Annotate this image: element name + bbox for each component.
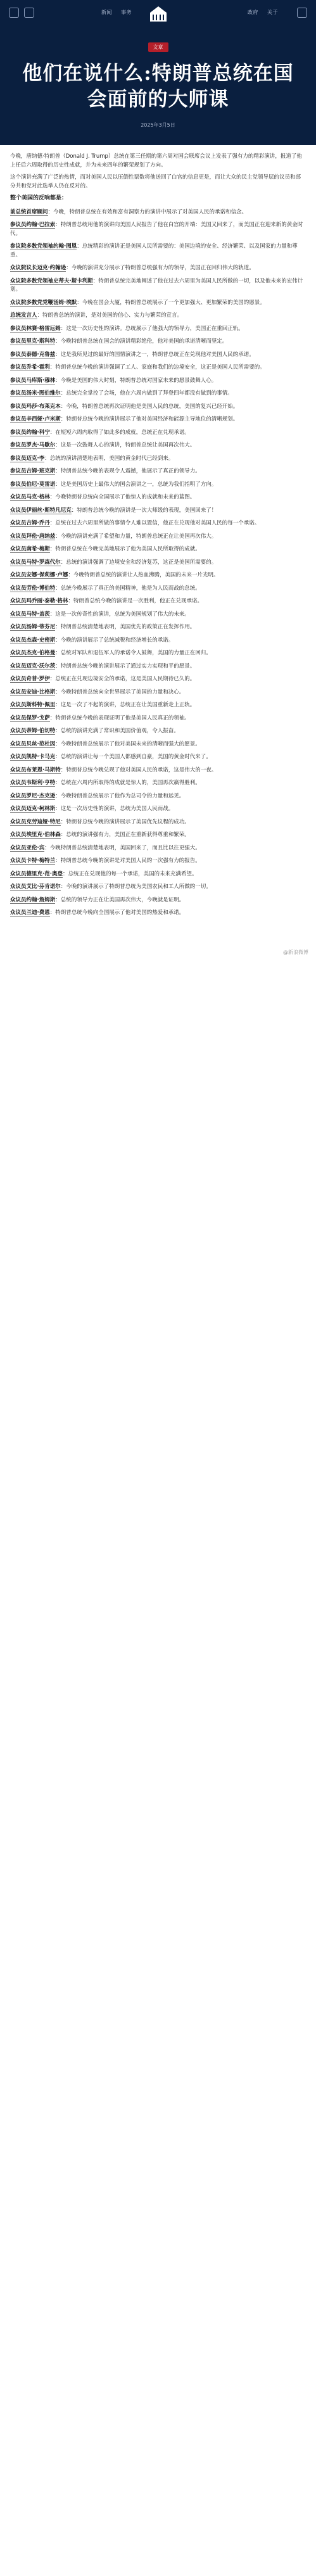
quote-text: 总统今晚展示了真正的美国精神，他是为人民而战的总统。	[60, 585, 201, 592]
quote-text: 特朗普总统今晚的演讲是一次胜利，他正在兑现承诺。	[73, 598, 203, 604]
quote-item	[10, 243, 306, 260]
quote-speaker-link[interactable]: 众议院议长迈克·约翰逊	[10, 265, 66, 271]
quote-item	[10, 416, 306, 424]
quote-separator: ：	[55, 533, 61, 540]
quote-speaker-link[interactable]: 众议员艾比·芬肯诺尔	[10, 884, 61, 890]
quote-speaker-link[interactable]: 众议员兰迪·费恩	[10, 910, 50, 916]
quote-separator: ：	[55, 222, 61, 228]
quote-speaker-link[interactable]: 众议员安迪·比格斯	[10, 688, 56, 695]
quote-separator: ：	[55, 858, 61, 864]
quote-separator: ：	[49, 910, 56, 916]
quote-speaker-link[interactable]: 参议员马库斯·穆林	[10, 377, 56, 384]
section-label: 整个美国的反响都是：	[10, 195, 68, 201]
quote-speaker-link[interactable]: 众议员马特·盖茨	[10, 611, 50, 618]
quote-item	[10, 688, 306, 697]
quote-separator: ：	[49, 429, 56, 436]
quote-item	[10, 818, 306, 827]
quote-speaker-link[interactable]: 众议员卡特·梅特兰	[10, 858, 56, 864]
quote-text: 总统正在兑现他的每一个承诺，美国的未来充满希望。	[68, 870, 198, 877]
quote-separator: ：	[71, 507, 77, 514]
quote-text: 特朗普总统今晚的表现证明了他是美国人民真正的领袖。	[55, 714, 190, 721]
quote-separator: ：	[55, 637, 61, 644]
quote-separator: ：	[55, 688, 61, 695]
site-header	[0, 0, 316, 30]
quote-speaker-link[interactable]: 众议院多数党领袖史蒂夫·斯卡利斯	[10, 277, 93, 284]
quote-speaker-link[interactable]: 参议员林赛·格雷厄姆	[10, 325, 61, 332]
quote-text: 今晚的演讲充满了希望和力量，特朗普总统正在让美国再次伟大。	[60, 533, 217, 540]
quote-item	[10, 844, 306, 853]
quote-speaker-link[interactable]: 众议员埃里克·伯林森	[10, 832, 61, 838]
quote-speaker-link[interactable]: 总统发言人	[10, 312, 37, 319]
quote-item	[10, 701, 306, 710]
quote-item	[10, 585, 306, 593]
quote-separator: ：	[55, 338, 61, 345]
quote-speaker-link[interactable]: 前总统首席顾问	[10, 208, 48, 215]
quote-item	[10, 857, 306, 866]
quote-speaker-link[interactable]: 参议员迈克·李	[10, 455, 45, 462]
quote-text: 总统对军队和退伍军人的承诺令人鼓舞，美国的力量正在回归。	[60, 650, 212, 656]
quote-text: 总统的演讲让每一个美国人都感到自豪，美国的黄金时代来了。	[60, 754, 212, 760]
nav-link-affairs[interactable]: 事务	[121, 10, 132, 15]
quote-item	[10, 208, 306, 217]
quote-text: 总统的演讲充满了常识和美国价值观，令人振奋。	[60, 728, 179, 734]
social-icon[interactable]	[297, 8, 307, 18]
quote-text: 特朗普总统今晚向全国展示了他对美国的热爱和承诺。	[55, 910, 185, 916]
quote-list	[10, 208, 306, 918]
quote-separator: ：	[60, 403, 66, 410]
quote-text: 特朗普总统用他的演讲向美国人民报告了他在白宫的开端：美国又回来了，而美国正在迎来新的黄金时代。	[10, 222, 303, 237]
quote-item	[10, 338, 306, 346]
menu-icon[interactable]	[9, 8, 19, 18]
quote-separator: ：	[77, 243, 82, 250]
quote-item	[10, 455, 306, 464]
quote-speaker-link[interactable]: 参议员里克·斯科特	[10, 338, 56, 345]
quote-text: 特朗普总统今晚的表现令人震撼，他展示了真正的领导力。	[60, 468, 201, 474]
quote-item	[10, 753, 306, 762]
quote-separator: ：	[55, 650, 61, 656]
quote-separator: ：	[49, 546, 56, 552]
quote-separator: ：	[55, 792, 61, 799]
quote-text: 今晚特朗普总统在国会的演讲精彩绝伦，他对美国的承诺清晰而坚定。	[60, 338, 228, 345]
quote-separator: ：	[55, 442, 61, 448]
quote-item	[10, 896, 306, 905]
quote-speaker-link[interactable]: 众议员迈克·沃尔茨	[10, 663, 56, 669]
article-body	[0, 145, 316, 948]
quote-separator: ：	[55, 896, 61, 903]
quote-text: 特朗普总统今晚的演讲展示了通过实力实现和平的愿景。	[60, 663, 196, 669]
quote-item	[10, 805, 306, 814]
quote-item	[10, 740, 306, 749]
quote-separator: ：	[55, 780, 61, 786]
quote-separator: ：	[49, 520, 56, 526]
quote-speaker-link[interactable]: 众议员罗尼·杰克逊	[10, 792, 56, 799]
quote-text: 特朗普总统在今晚完美地展示了他为美国人民所取得的成就。	[55, 546, 201, 552]
quote-speaker-link[interactable]: 众议员韦斯利·亨特	[10, 780, 56, 786]
quote-item	[10, 429, 306, 438]
quote-text: 总统精彩的演讲正是美国人民所需要的：美国边境的安全、经济繁荣、以及国家的力量和尊重。	[10, 243, 298, 258]
quote-separator: ：	[49, 611, 56, 618]
quote-text: 特朗普总统今晚的演讲是一次大师级的表现，美国回来了！	[77, 507, 217, 514]
quote-text: 今晚特朗普总统展示了他作为总司令的力量和远见。	[60, 792, 185, 799]
quote-text: 今晚是美国的伟大时刻，特朗普总统对国家未来的愿景鼓舞人心。	[60, 377, 217, 384]
quote-speaker-link[interactable]: 众议员马克·格林	[10, 494, 50, 500]
quote-text: 今晚特朗普总统向全世界展示了美国的力量和决心。	[60, 688, 185, 695]
quote-speaker-link[interactable]: 众议员德里克·范·奥登	[10, 870, 63, 877]
quote-text: 特朗普总统今晚的演讲展示了美国优先议程的成功。	[66, 818, 190, 825]
quote-speaker-link[interactable]: 参议院多数党领袖约翰·图恩	[10, 243, 77, 250]
intro-paragraph: 今晚，唐纳德·特朗普（Donald J. Trump）总统在第三任期的第六周对国会联席会议上发表了强有力的精彩演讲，报道了他上任后六周取得的历史性成就，并为未来四年的繁荣规划了方向。	[10, 153, 302, 168]
quote-separator: ：	[60, 818, 66, 825]
quote-separator: ：	[60, 416, 66, 422]
quote-item	[10, 792, 306, 801]
quote-text: 今晚特朗普总统清楚地表明，美国回来了，而且比以往更强大。	[49, 844, 201, 851]
quote-text: 特朗普总统的演讲，是对美国的信心、实力与繁荣的宣言。	[42, 312, 183, 319]
quote-item	[10, 364, 306, 372]
quote-text: 总统的领导力正在让美国再次伟大，今晚就是证明。	[60, 896, 185, 903]
quote-speaker-link[interactable]: 众议员布莱恩·马斯特	[10, 766, 61, 773]
quote-separator: ：	[55, 585, 61, 592]
quote-text: 今晚特朗普总统展示了他对美国未来的清晰而强大的愿景。	[60, 740, 201, 747]
quote-item	[10, 441, 306, 450]
quote-text: 这是一次了不起的演讲，总统正在让美国重新走上正轨。	[60, 702, 196, 708]
quote-text: 总统在六周内所取得的成就是惊人的，美国再次赢得胜利。	[60, 780, 201, 786]
quote-speaker-link[interactable]: 众议员凯特·卡马克	[10, 754, 56, 760]
quote-speaker-link[interactable]: 参议员汤米·图伯维尔	[10, 390, 61, 397]
quote-separator: ：	[92, 277, 99, 284]
quote-speaker-link[interactable]: 众议员亚伦·宾	[10, 844, 45, 851]
quote-speaker-link[interactable]: 众议员保罗·戈萨	[10, 714, 50, 721]
quote-separator: ：	[55, 754, 61, 760]
quote-text: 特朗普总统今晚的演讲强调了工人、家庭和我们的边境安全，这正是美国人民所需要的。	[55, 364, 265, 371]
quote-text: 这是一次历史性的演讲。总统展示了他强大的领导力，美国正在重回正轨。	[66, 325, 244, 332]
page-title: 他们在说什么:特朗普总统在国会面前的大师课	[22, 62, 294, 111]
quote-speaker-link[interactable]: 参议员乔希·霍利	[10, 364, 50, 371]
quote-separator: ：	[55, 481, 61, 488]
quote-text: 今晚，特朗普总统在有效和富有洞察力的演讲中展示了对美国人民的承诺和信念。	[53, 208, 248, 215]
quote-speaker-link[interactable]: 众议员伊丽丝·斯特凡尼克	[10, 507, 72, 514]
watermark: @新浪微博	[283, 949, 308, 955]
quote-item	[10, 637, 306, 645]
quote-speaker-link[interactable]: 众议员汤姆·蒂芬尼	[10, 624, 56, 630]
intro-paragraph: 这个演讲充满了广泛的热情，而对美国人民以压倒性票数将他送回了白宫的信息更是，而让大众的民主党领导层的议员和部分共和党对此选举人仍在反对的。	[10, 174, 301, 189]
quote-separator: ：	[55, 728, 61, 734]
quote-text: 总统的演讲清楚地表明，美国的黄金时代已经到来。	[49, 455, 174, 462]
publish-date: 2025年3月5日	[141, 122, 175, 128]
quote-item	[10, 571, 306, 580]
quote-text: 特朗普总统今晚的演讲展示了他对美国经济和能源主导地位的清晰规划。	[66, 416, 239, 422]
quote-separator: ：	[60, 884, 66, 890]
quote-text: 总统完全掌控了会场，他在六周内做到了拜登四年都没有做到的事情。	[66, 390, 233, 397]
nav-link-news[interactable]: 新闻	[101, 10, 112, 15]
quote-speaker-link[interactable]: 众议员迈克·柯林斯	[10, 806, 56, 812]
quote-item	[10, 766, 306, 775]
quote-item	[10, 467, 306, 476]
quote-separator: ：	[55, 806, 61, 812]
quote-text: 总统的演讲强有力，美国正在重新获得尊重和繁荣。	[66, 832, 190, 838]
quote-separator: ：	[55, 702, 61, 708]
quote-separator: ：	[60, 325, 66, 332]
quote-item	[10, 663, 306, 671]
quote-item	[10, 493, 306, 502]
quote-text: 总统的演讲强调了边境安全和经济复苏，这正是美国所需要的。	[66, 559, 217, 566]
quote-item	[10, 533, 306, 542]
quote-text: 今晚的演讲展示了总统减税和经济增长的承诺。	[60, 637, 174, 644]
quote-speaker-link[interactable]: 众议员杰克·伯格曼	[10, 650, 56, 656]
quote-speaker-link[interactable]: 参议员辛西娅·卢米斯	[10, 416, 61, 422]
quote-speaker-link[interactable]: 参议员吉姆·班克斯	[10, 468, 56, 474]
quote-separator: ：	[68, 572, 73, 578]
quote-separator: ：	[49, 676, 56, 682]
nav-link-government[interactable]: 政府	[248, 10, 258, 15]
quote-text: 今晚在国会大厦，特朗普总统展示了一个更加强大、更加繁荣的美国的愿景。	[82, 299, 265, 306]
quote-item	[10, 390, 306, 398]
quote-item	[10, 545, 306, 554]
quote-text: 今晚的演讲展示了特朗普总统为美国农民和工人所做的一切。	[66, 884, 212, 890]
quote-item	[10, 883, 306, 892]
quote-item	[10, 870, 306, 879]
quote-item	[10, 403, 306, 412]
quote-speaker-link[interactable]: 众议员拜伦·唐纳兹	[10, 533, 56, 540]
quote-separator: ：	[60, 390, 66, 397]
quote-speaker-link[interactable]: 众议员南希·梅斯	[10, 546, 50, 552]
quote-text: 这是一次传奇性的演讲，总统为美国规划了伟大的未来。	[55, 611, 190, 618]
quote-separator: ：	[37, 312, 43, 319]
quote-item	[10, 779, 306, 788]
quote-separator: ：	[62, 870, 68, 877]
quote-text: 总统正在兑现边境安全的承诺，这是美国人民期待已久的。	[55, 676, 196, 682]
quote-item	[10, 831, 306, 840]
quote-item	[10, 481, 306, 490]
quote-separator: ：	[60, 832, 66, 838]
quote-text: 特朗普总统清楚地表明，美国优先的政策正在发挥作用。	[60, 624, 196, 630]
quote-text: 特朗普总统今晚兑现了他对美国人民的承诺，这是伟大的一夜。	[66, 766, 217, 773]
quote-speaker-link[interactable]: 众议院多数党党鞭汤姆·埃默	[10, 299, 77, 306]
quote-speaker-link[interactable]: 众议员贝丝·范杜因	[10, 740, 56, 747]
quote-text: 今晚特朗普总统向全国展示了他惊人的成就和未来的蓝图。	[55, 494, 196, 500]
quote-speaker-link[interactable]: 众议员克劳迪娅·特尼	[10, 818, 61, 825]
quote-separator: ：	[68, 598, 73, 604]
quote-separator: ：	[49, 494, 56, 500]
quote-text: 这是美国历史上最伟大的国会演讲之一，总统为我们指明了方向。	[60, 481, 217, 488]
hero	[0, 30, 316, 145]
quote-item	[10, 351, 306, 360]
quote-item	[10, 299, 306, 308]
quote-separator: ：	[49, 714, 56, 721]
quote-item	[10, 909, 306, 918]
quote-speaker-link[interactable]: 众议员玛乔丽·泰勒·格林	[10, 598, 68, 604]
quote-speaker-link[interactable]: 参议员约翰·巴拉索	[10, 222, 56, 228]
quote-separator: ：	[60, 559, 66, 566]
quote-item	[10, 264, 306, 273]
quote-item	[10, 597, 306, 606]
quote-speaker-link[interactable]: 众议员马特·罗森代尔	[10, 559, 61, 566]
quote-speaker-link[interactable]: 众议员吉姆·乔丹	[10, 520, 50, 526]
intro	[10, 153, 306, 191]
quote-item	[10, 507, 306, 516]
quote-speaker-link[interactable]: 众议员斯科特·佩里	[10, 702, 56, 708]
quote-item	[10, 675, 306, 684]
quote-item	[10, 649, 306, 658]
quote-text: 特朗普总统完美地阐述了他在过去六周里为美国人民所做的一切，以及他未来的宏伟计划。	[10, 277, 303, 293]
quote-text: 今晚特朗普总统的演讲让人热血沸腾，美国的未来一片光明。	[73, 572, 219, 578]
search-icon[interactable]	[24, 8, 34, 18]
quote-item	[10, 519, 306, 528]
quote-text: 今晚的演讲充分展示了特朗普总统强有力的领导，美国正在回归伟大的轨道。	[71, 265, 255, 271]
header-left-icons	[9, 8, 34, 18]
quote-speaker-link[interactable]: 众议员杰森·史密斯	[10, 637, 56, 644]
quote-speaker-link[interactable]: 参议员泰德·克鲁兹	[10, 351, 56, 358]
quote-speaker-link[interactable]: 参议员玛莎·布莱克本	[10, 403, 61, 410]
quote-text: 这是一次鼓舞人心的演讲，特朗普总统让美国再次伟大。	[60, 442, 196, 448]
quote-separator: ：	[55, 663, 61, 669]
quote-separator: ：	[55, 351, 61, 358]
quote-text: 这是我所见过的最好的国情演讲之一，特朗普总统正在兑现他对美国人民的承诺。	[60, 351, 255, 358]
white-house-logo[interactable]	[148, 5, 169, 24]
quote-item	[10, 277, 306, 295]
quote-speaker-link[interactable]: 众议员约翰·詹姆斯	[10, 896, 56, 903]
quote-item	[10, 312, 306, 320]
quote-separator: ：	[55, 740, 61, 747]
quote-separator: ：	[47, 208, 54, 215]
quote-item	[10, 611, 306, 619]
quote-item	[10, 377, 306, 386]
quote-item	[10, 221, 306, 238]
header-right-icons	[297, 8, 307, 18]
quote-separator: ：	[55, 377, 61, 384]
quote-speaker-link[interactable]: 众议员奇普·罗伊	[10, 676, 50, 682]
quote-item	[10, 325, 306, 334]
quote-separator: ：	[49, 364, 56, 371]
quote-item	[10, 727, 306, 736]
header-nav	[101, 9, 132, 16]
quote-separator: ：	[66, 265, 72, 271]
quote-separator: ：	[77, 299, 82, 306]
footer-strip	[0, 948, 316, 960]
quote-speaker-link[interactable]: 众议员安娜·保莉娜·卢娜	[10, 572, 68, 578]
quote-text: 在短短六周内取得了如此多的成就，总统正在兑现承诺。	[55, 429, 190, 436]
header-nav-right	[248, 9, 278, 16]
nav-link-about[interactable]: 关于	[267, 10, 278, 15]
quote-speaker-link[interactable]: 参议员约翰·科宁	[10, 429, 50, 436]
quote-text: 总统在过去六周里所做的事情令人难以置信，他正在兑现他对美国人民的每一个承诺。	[55, 520, 260, 526]
quote-item	[10, 714, 306, 723]
quote-speaker-link[interactable]: 众议员蒂姆·伯切特	[10, 728, 56, 734]
quote-separator: ：	[44, 844, 50, 851]
article-tag[interactable]: 文章	[148, 42, 168, 52]
quote-text: 特朗普总统今晚的演讲是对美国人民的一次强有力的报告。	[60, 858, 201, 864]
quote-speaker-link[interactable]: 参议员罗杰·马歇尔	[10, 442, 56, 448]
quote-speaker-link[interactable]: 参议员伯尼·莫雷诺	[10, 481, 56, 488]
quote-item	[10, 559, 306, 568]
quote-separator: ：	[55, 624, 61, 630]
quote-separator: ：	[55, 468, 61, 474]
quote-speaker-link[interactable]: 众议员劳伦·博伯特	[10, 585, 56, 592]
quote-item	[10, 623, 306, 632]
quote-text: 今晚，特朗普总统再次证明他是美国人民的总统，美国的复兴已经开始。	[66, 403, 239, 410]
quote-separator: ：	[60, 766, 66, 773]
quote-text: 这是一次历史性的演讲，总统为美国人民而战。	[60, 806, 174, 812]
quote-separator: ：	[44, 455, 50, 462]
